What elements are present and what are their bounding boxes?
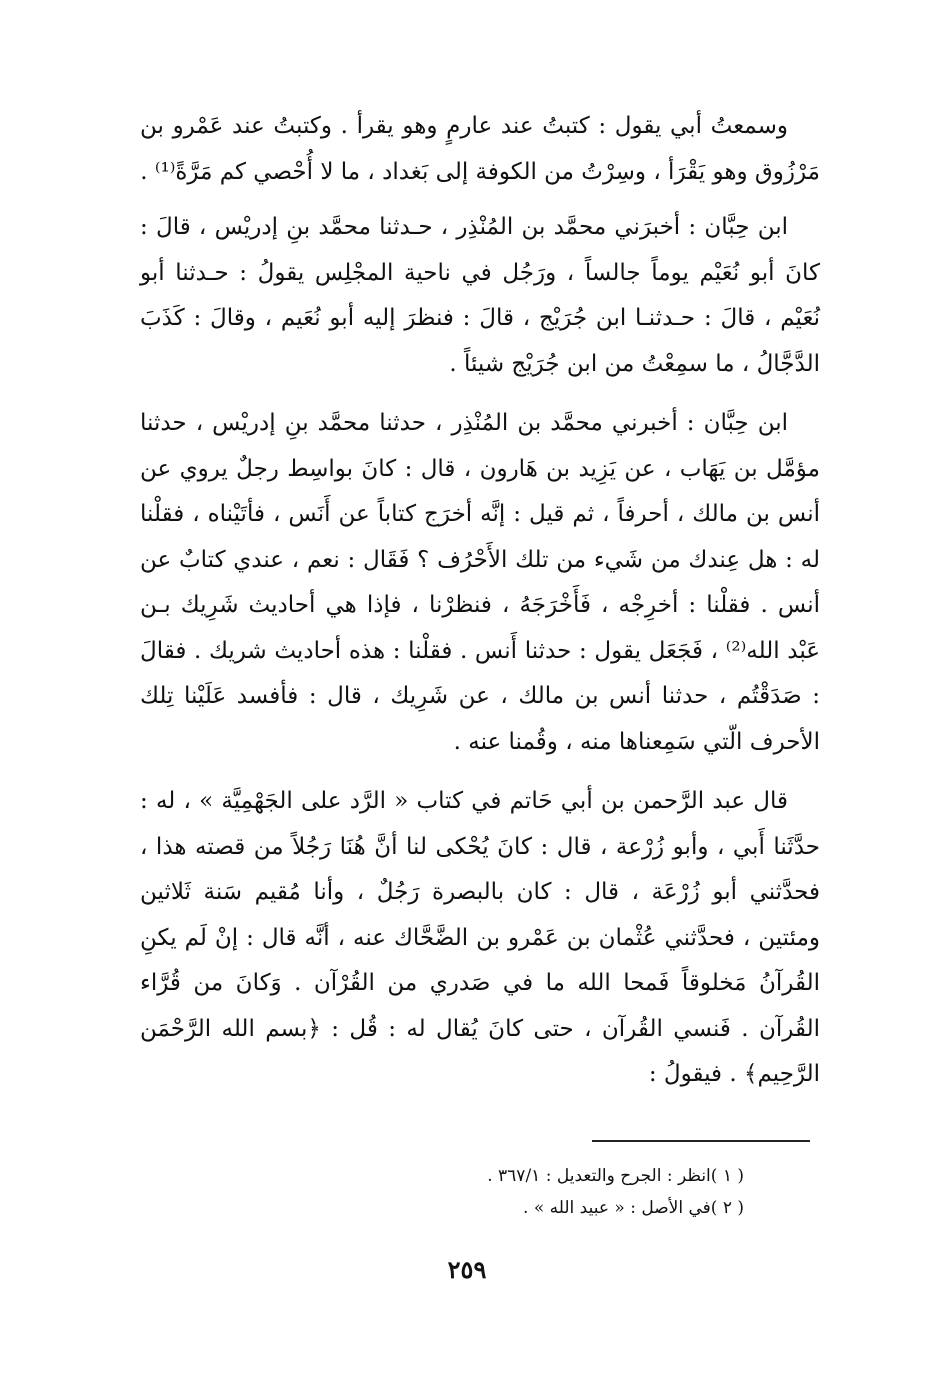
footnote-2: ( ٢ )في الأصل : « عبيد الله » . <box>523 1198 744 1218</box>
main-text <box>140 104 820 1112</box>
page-number: ٢٥٩ <box>447 1255 487 1284</box>
paragraph-3: ابن حِبَّان : أخبرني محمَّد بن المُنْذِر ، حدثنا محمَّد بنِ إدريْس ، حدثنا مؤمَّل بن يَهَاب ، عن يَزِيد بن هَارون ، قال : كانَ بواسِط رجلٌ يروي عن أنس بن مالك ، أحرفاً ، ثم قيل : إنَّه أخرَج كتاباً عن أَنَس ، فأتَيْناه ، فقلْنا له : هل عِندك من شَيء من تلك الأَحْرُف ؟ فَقَال : نعم ، عندي كتابٌ عن أنس . فقلْنا : أخرِجْه ، فَأَخْرَجَهُ ، فنظرْنا ، فإذا هي أحاديث شَرِيك بـن عَبْد الله⁽²⁾ ، فَجَعَل يقول : حدثنا أَنس . فقلْنا : هذه أحاديث شريك . فقالَ : صَدَقْتُم ، حدثنا أنس بن مالك ، عن شَرِيك ، قال : فأفسد عَلَيْنا تِلك الأحرف الّتي سَمِعناها منه ، وقُمنا عنه . <box>140 410 821 755</box>
paragraph-2: ابن حِبَّان : أخبرَني محمَّد بن المُنْذِر ، حـدثنا محمَّد بنِ إدريْس ، قالَ : كانَ أبو نُعَيْم يوماً جالساً ، ورَجُل في ناحية المجْلِس يقولُ : حـدثنا أبو نُعَيْم ، قالَ : حـدثنـا ابن جُرَيْج ، قالَ : فنظرَ إليه أبو نُعَيم ، وقالَ : كَذَبَ الدَّجَّالُ ، ما سمِعْتُ من ابن جُرَيْج شيئاً . <box>140 214 820 377</box>
footnotes <box>324 1160 744 1224</box>
paragraph-1: وسمعتُ أبي يقول : كتبتُ عند عارمٍ وهو يقرأ . وكتبتُ عند عَمْرو بن مَرْزُوق وهو يَقْرَأ ، وسِرْتُ من الكوفة إلى بَغداد ، ما لا أُحْصي كم مَرَّةً⁽¹⁾ . <box>140 113 820 185</box>
footnote-separator <box>592 1140 810 1142</box>
footnote-1: ( ١ )انظر : الجرح والتعديل : ٣٦٧/١ . <box>487 1166 744 1186</box>
paragraph-4: قال عبد الرَّحمن بن أبي حَاتم في كتاب « الرَّد على الجَهْمِيَّة » ، له : حدَّثَنا أَبي ، وأبو زُرْعة ، قال : كانَ يُحْكى لنا أنَّ هُنَا رَجُلاً من قصته هذا ، فحدَّثني أبو زُرْعَة ، قال : كان بالبصرة رَجُلٌ ، وأنا مُقيم سَنة ثَلاثين ومئتين ، فحدَّثني عُثْمان بن عَمْرو بن الضَّحَّاك عنه ، أنَّه قال : إنْ لَم يكنِ القُرآنُ مَخلوقاً فَمحا الله ما في صَدري من القُرْآن . وَكانَ من قُرَّاء القُرآن . فَنسي القُرآن ، حتى كانَ يُقال له : قُل : ﴿بسم الله الرَّحْمَن الرَّحِيم﴾ . فيقولُ : <box>140 788 820 1087</box>
